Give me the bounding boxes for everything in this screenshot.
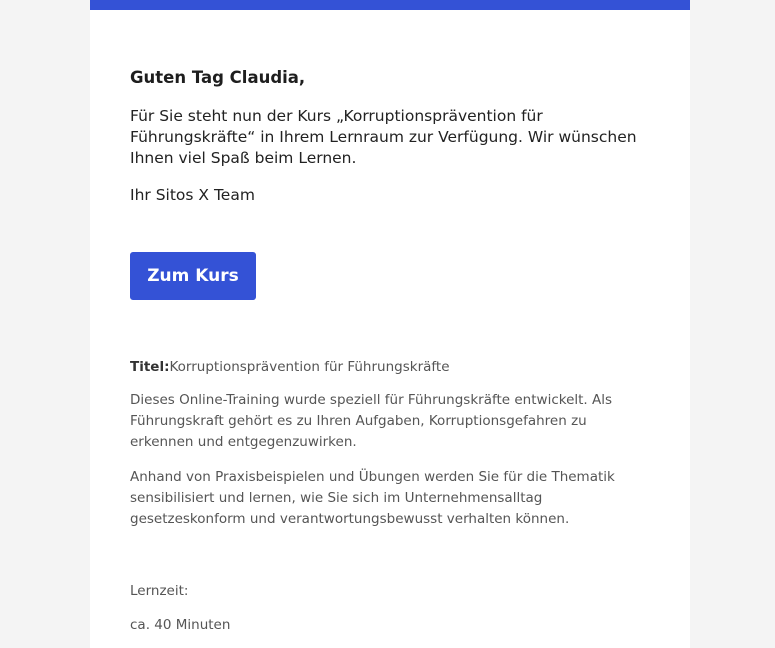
course-title-row [130,357,650,377]
intro-text: Für Sie steht nun der Kurs „Korruptionsprävention für Führungskräfte“ in Ihrem Lernraum zur Verfügung. Wir wünschen Ihnen viel Spaß beim Lernen. [130,107,637,167]
duration-value: ca. 40 Minuten [130,617,231,633]
signoff: Ihr Sitos X Team [130,186,255,204]
course-description-2: Anhand von Praxisbeispielen und Übungen werden Sie für die Thematik sensibilisiert und lernen, wie Sie sich im Unternehmensalltag gesetzeskonform und verantwortungsbewusst verhalten können. [130,469,615,527]
course-title-label: Titel: [130,359,170,375]
course-description-1: Dieses Online-Training wurde speziell für Führungskräfte entwickelt. Als Führungskraft gehört es zu Ihren Aufgaben, Korruptionsgefahren zu erkennen und entgegenzuwirken. [130,392,613,450]
greeting: Guten Tag Claudia, [130,68,306,87]
go-to-course-button[interactable]: Zum Kurs [130,252,256,300]
email-card [90,0,690,648]
course-title-value: Korruptionsprävention für Führungskräfte [169,359,450,375]
duration-label: Lernzeit: [130,583,189,599]
